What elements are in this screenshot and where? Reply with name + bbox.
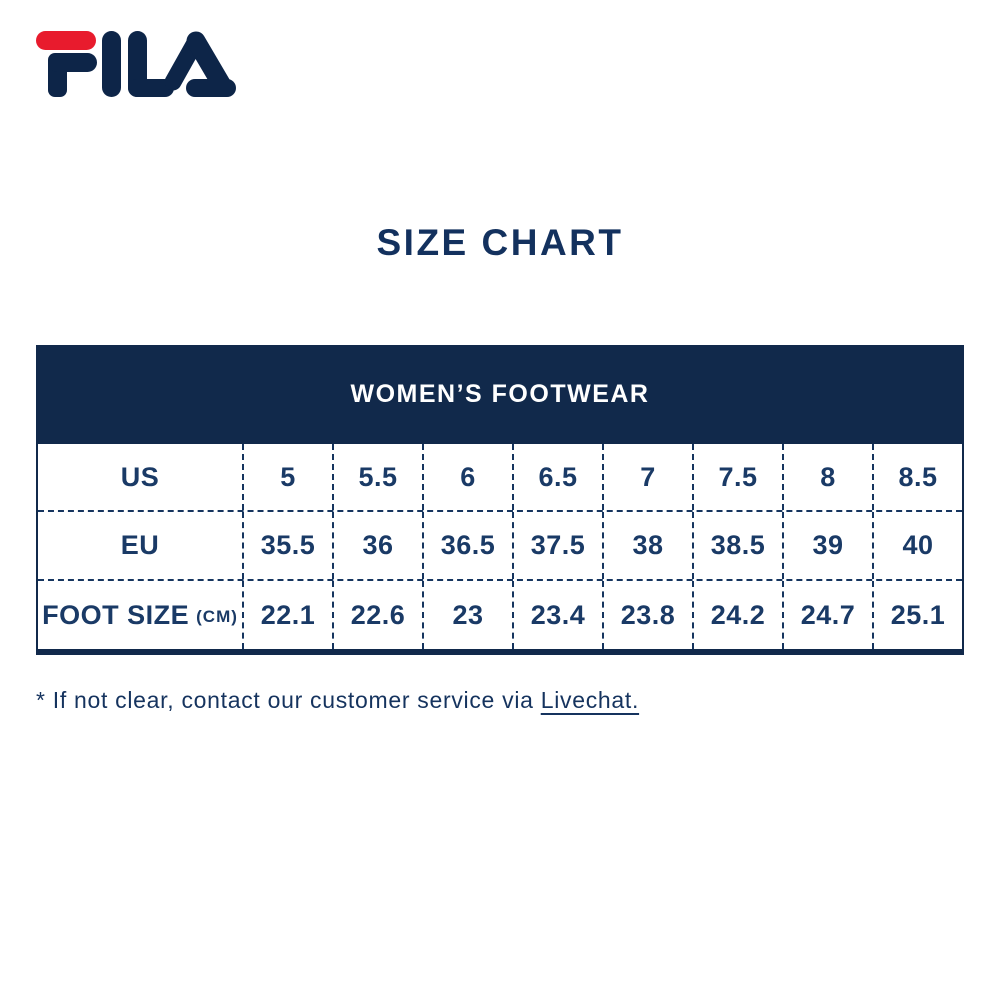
table-cell: 35.5 — [242, 512, 332, 579]
table-cell: 38 — [602, 512, 692, 579]
size-chart-table — [36, 345, 964, 655]
letter-a-icon — [173, 41, 236, 97]
table-cell: 40 — [872, 512, 962, 579]
table-cell: 7 — [602, 444, 692, 510]
table-cell: 23 — [422, 581, 512, 649]
table-cell: 22.1 — [242, 581, 332, 649]
table-cell: 24.2 — [692, 581, 782, 649]
table-cell: 6 — [422, 444, 512, 510]
table-cell: 24.7 — [782, 581, 872, 649]
table-row-foot-size — [38, 579, 962, 649]
table-cell: 39 — [782, 512, 872, 579]
row-label-eu: EU — [120, 530, 160, 560]
row-label-us: US — [120, 461, 160, 492]
letter-f-icon — [36, 31, 97, 97]
table-cell: 8 — [782, 444, 872, 510]
table-cell: 7.5 — [692, 444, 782, 510]
table-cell: 5.5 — [332, 444, 422, 510]
table-cell: 5 — [242, 444, 332, 510]
table-cell: 6.5 — [512, 444, 602, 510]
table-cell: 8.5 — [872, 444, 962, 510]
table-cell: 25.1 — [872, 581, 962, 649]
table-header-womens-footwear: WOMEN’S FOOTWEAR — [36, 345, 964, 444]
table-body — [36, 444, 964, 655]
footnote-text: * If not clear, contact our customer service via — [36, 687, 541, 713]
table-cell: 23.8 — [602, 581, 692, 649]
table-cell: 22.6 — [332, 581, 422, 649]
livechat-link[interactable]: Livechat. — [540, 687, 640, 713]
table-row-eu — [38, 510, 962, 579]
page-title: SIZE CHART — [376, 222, 624, 263]
letter-i-icon — [102, 31, 121, 97]
table-row-us — [38, 444, 962, 510]
table-cell: 38.5 — [692, 512, 782, 579]
f-red-bar — [36, 31, 96, 50]
fila-logo — [36, 31, 236, 99]
cm-unit-label: (CM) — [196, 606, 238, 626]
table-cell: 36 — [332, 512, 422, 579]
row-label-foot-size: FOOT SIZE (CM) — [42, 599, 238, 630]
table-cell: 23.4 — [512, 581, 602, 649]
table-cell: 37.5 — [512, 512, 602, 579]
table-cell: 36.5 — [422, 512, 512, 579]
footnote — [36, 687, 639, 714]
